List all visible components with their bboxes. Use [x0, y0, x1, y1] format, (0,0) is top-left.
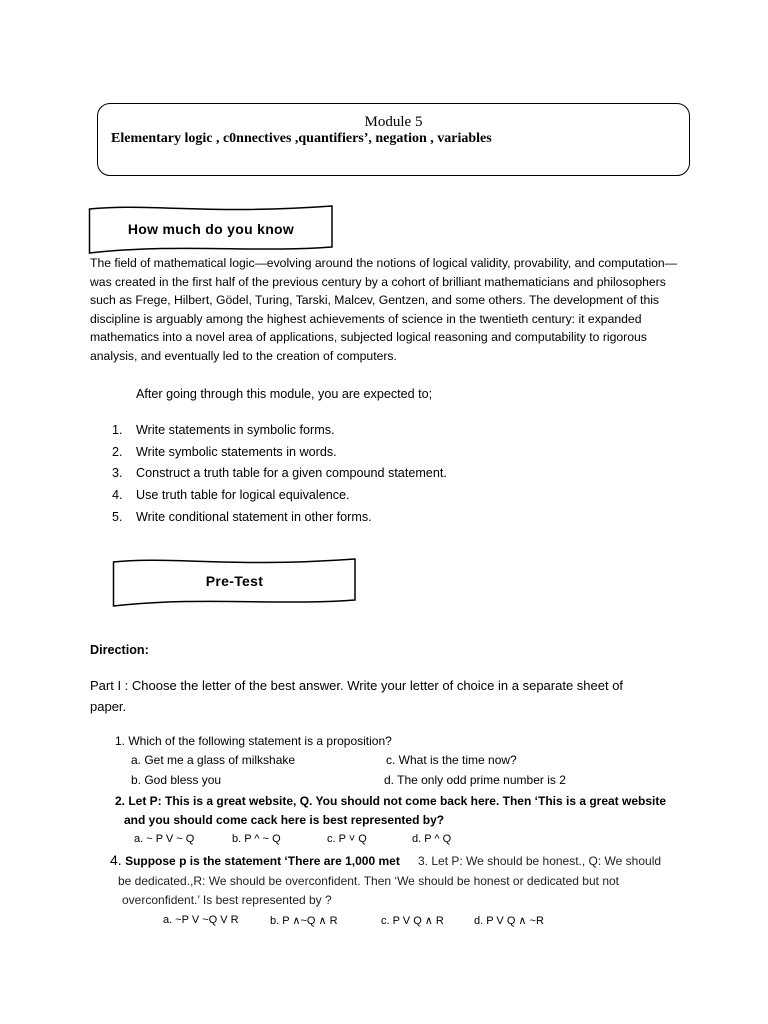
q1-choice-d: d. The only odd prime number is 2	[384, 773, 566, 787]
pre-test-banner-label: Pre-Test	[205, 573, 264, 589]
list-item: 1. Write statements in symbolic forms.	[112, 423, 335, 437]
part1-line1: Part I : Choose the letter of the best answer. Write your letter of choice in a separate sheet of	[90, 678, 624, 693]
q2-choice-b: b. P ^ ~ Q	[232, 833, 281, 845]
q3-choice-b: b. P ∧~Q ∧ R	[270, 915, 338, 927]
q1-choice-b: b. God bless you	[131, 773, 222, 787]
q2-choice-c: c. P ˅ Q	[327, 833, 367, 845]
list-item: 2. Write symbolic statements in words.	[112, 445, 337, 459]
q3-choice-c: c. P V Q ∧ R	[381, 915, 444, 927]
q3-choice-a: a. ~P V ~Q V R	[163, 914, 239, 926]
q1-choice-a: a. Get me a glass of milkshake	[131, 753, 296, 767]
q1-stem: 1. Which of the following statement is a proposition?	[115, 734, 392, 748]
q3-line1	[110, 852, 400, 869]
q3-line3: overconfident.’ Is best represented by ?	[122, 893, 332, 907]
q3-choice-d: d. P V Q ∧ ~R	[474, 915, 544, 927]
q3-line2: be dedicated.,R: We should be overconfident. Then ‘We should be honest or dedicated but not	[118, 874, 620, 888]
list-item: 4. Use truth table for logical equivalence.	[112, 488, 350, 502]
list-item: 3. Construct a truth table for a given compound statement.	[112, 466, 447, 480]
how-much-banner-label: How much do you know	[127, 221, 295, 237]
pre-test-banner	[112, 556, 357, 608]
module-subtitle: Elementary logic , c0nnectives ,quantifiers’, negation , variables	[111, 131, 492, 146]
module-title: Module 5	[364, 114, 423, 130]
q2-stem-line2: and you should come cack here is best represented by?	[124, 813, 445, 827]
q2-choice-d: d. P ^ Q	[412, 833, 452, 845]
how-much-banner	[88, 203, 334, 255]
list-item: 5. Write conditional statement in other forms.	[112, 510, 372, 524]
module-header-box	[97, 103, 690, 176]
q4-stem-fragment: Suppose p is the statement ‘There are 1,000 met	[125, 854, 400, 868]
intro-paragraph: The field of mathematical logic—evolving around the notions of logical validity, provability, and computation—was created in the first half of the previous century by a cohort of brilliant mathematicians and philosophers such as Frege, Hilbert, Gödel, Turing, Tarski, Malcev, Gentzen, and some others. The development of this discipline is arguably among the highest achievements of science in the twentieth century: it expanded mathematics into a novel area of applications, subjected logical reasoning and computability to rigorous analysis, and eventually led to the creation of computers.	[90, 256, 677, 363]
q1-choice-c: c. What is the time now?	[386, 753, 517, 767]
direction-label: Direction:	[90, 643, 149, 657]
q4-number: 4.	[110, 852, 122, 868]
q2-choice-a: a. ~ P V ~ Q	[134, 833, 195, 845]
q3-stem: 3. Let P: We should be honest., Q: We should	[418, 854, 662, 868]
part1-line2: paper.	[90, 699, 127, 714]
objectives-intro: After going through this module, you are expected to;	[136, 387, 433, 401]
q2-stem-line1: 2. Let P: This is a great website, Q. You should not come back here. Then ‘This is a great website	[115, 794, 667, 808]
